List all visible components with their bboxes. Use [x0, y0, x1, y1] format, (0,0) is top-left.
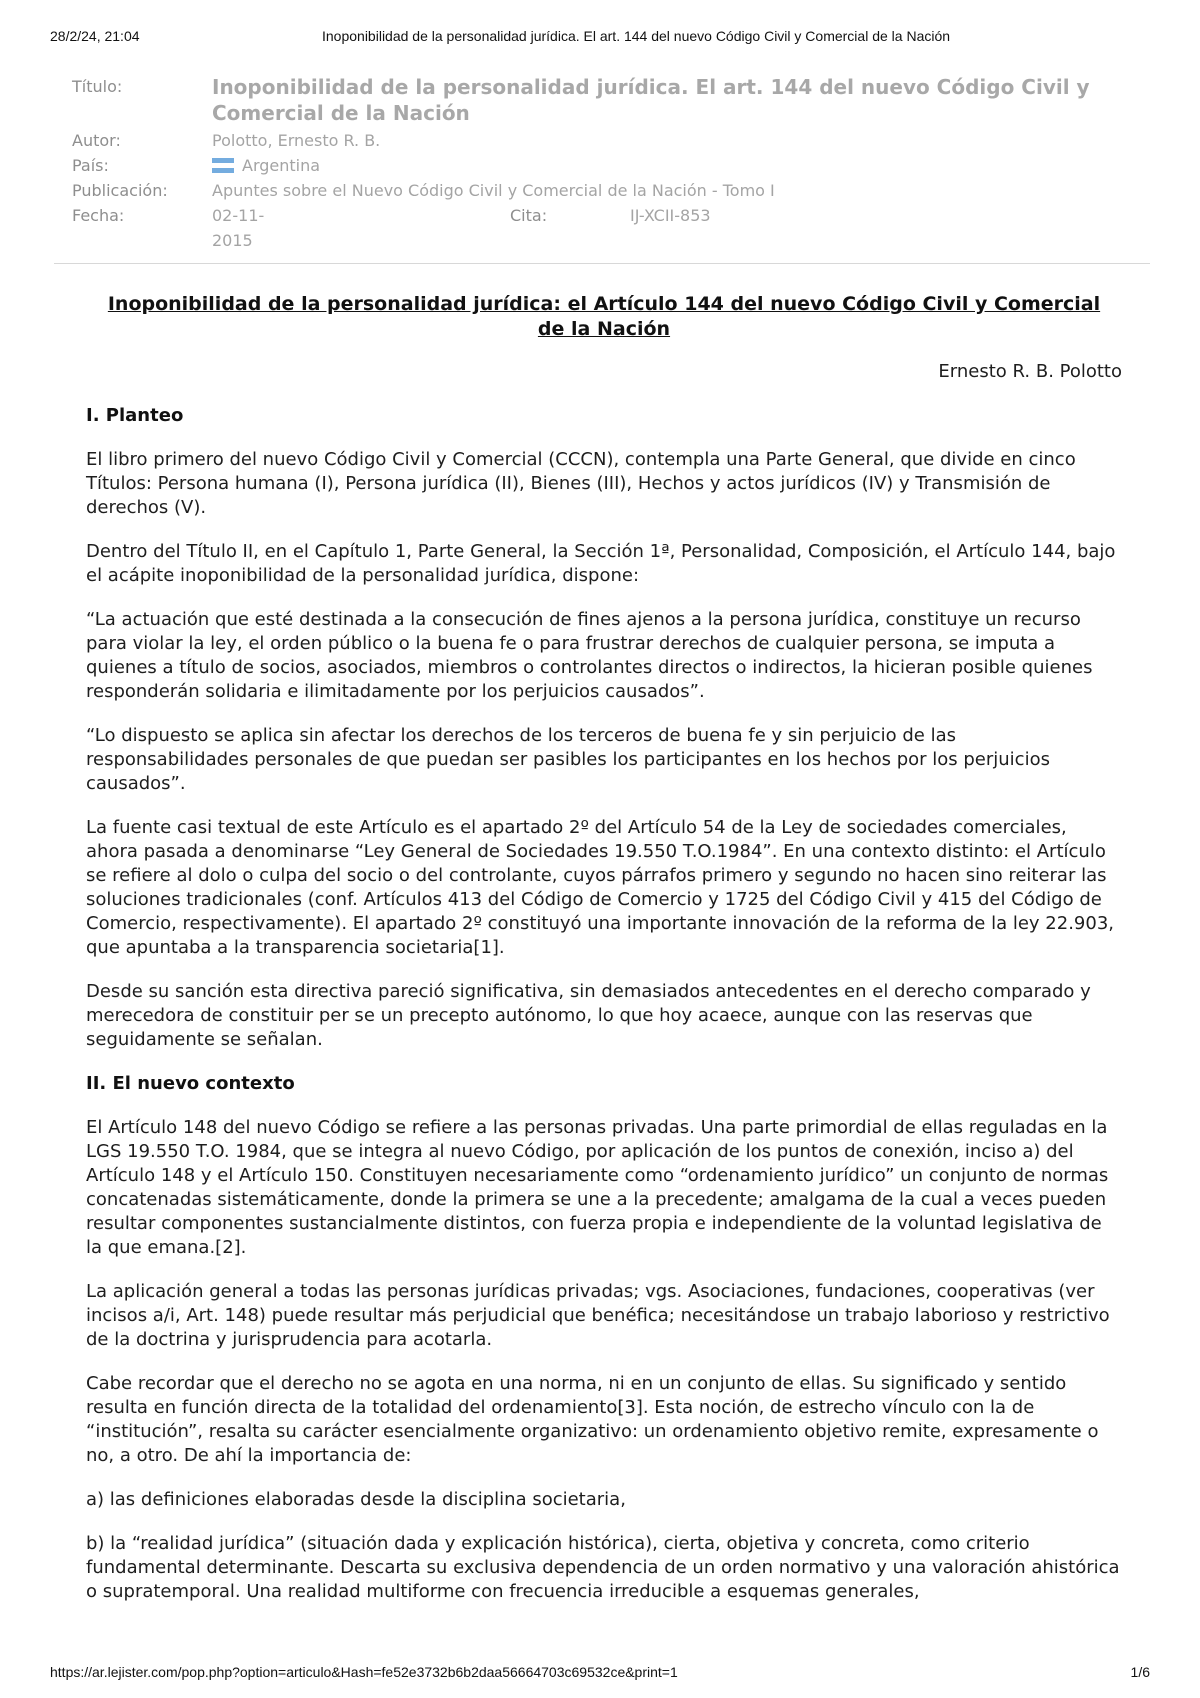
- meta-value-fecha: 02-11-2015: [212, 206, 265, 250]
- paragraph: Desde su sanción esta directiva pareció significativa, sin demasiados antecedentes en el derecho comparado y merecedora de constituir per se un precepto autónomo, lo que hoy acaece, aunque con las reservas que seguidamente se señalan.: [86, 981, 1091, 1050]
- meta-label-titulo: Título:: [72, 77, 123, 96]
- meta-value-cita: IJ-XCII-853: [630, 206, 711, 225]
- list-paragraph: a) las definiciones elaboradas desde la disciplina societaria,: [86, 1489, 626, 1510]
- meta-value-autor[interactable]: Polotto, Ernesto R. B.: [212, 131, 381, 150]
- print-page-title: Inoponibilidad de la personalidad jurídica. El art. 144 del nuevo Código Civil y Comercial de la Nación: [322, 28, 951, 44]
- meta-value-pais: Argentina: [242, 156, 321, 175]
- meta-value-titulo: Inoponibilidad de la personalidad jurídica. El art. 144 del nuevo Código Civil y Comercial de la Nación: [212, 75, 1090, 125]
- meta-label-publicacion: Publicación:: [72, 181, 168, 200]
- meta-row-country: [54, 153, 1150, 178]
- paragraph: Cabe recordar que el derecho no se agota en una norma, ni en un conjunto de ellas. Su significado y sentido resulta en función directa de la totalidad del ordenamiento[3]. Esta noción, de estrecho vínculo con la de “institución”, resalta su carácter esencialmente organizativo: un ordenamiento objetivo remite, expresamente o no, a otro. De ahí la importancia de:: [86, 1373, 1099, 1466]
- section-heading-nuevo-contexto: II. El nuevo contexto: [86, 1073, 295, 1094]
- list-paragraph: b) la “realidad jurídica” (situación dada y explicación histórica), cierta, objetiva y concreta, como criterio fundamental determinante. Descarta su exclusiva dependencia de un orden normativo y una valoración ahistórica o supratemporal. Una realidad multiforme con frecuencia irreducible a esquemas generales,: [86, 1533, 1120, 1602]
- meta-row-date: [54, 203, 1150, 253]
- meta-value-publicacion[interactable]: Apuntes sobre el Nuevo Código Civil y Comercial de la Nación - Tomo I: [212, 181, 775, 200]
- document-title: Inoponibilidad de la personalidad jurídica: el Artículo 144 del nuevo Código Civil y Comercial de la Nación: [107, 293, 1101, 340]
- meta-value-pais-wrap: [212, 153, 320, 178]
- section-heading-planteo: I. Planteo: [86, 405, 184, 426]
- argentina-flag-icon: [212, 158, 234, 173]
- article-body: [86, 292, 1122, 1624]
- meta-label-pais: País:: [72, 156, 109, 175]
- paragraph: Dentro del Título II, en el Capítulo 1, Parte General, la Sección 1ª, Personalidad, Composición, el Artículo 144, bajo el acápite inoponibilidad de la personalidad jurídica, dispone:: [86, 541, 1116, 586]
- meta-row-author: [54, 128, 1150, 153]
- page-number: 1/6: [1130, 1664, 1150, 1680]
- document-author: Ernesto R. B. Polotto: [938, 361, 1122, 382]
- meta-label-cita: Cita:: [510, 206, 548, 225]
- quote-paragraph: “La actuación que esté destinada a la consecución de fines ajenos a la persona jurídica, constituye un recurso para violar la ley, el orden público o la buena fe o para frustrar derechos de cualquier persona, se imputa a quienes a título de socios, asociados, miembros o controlantes directos o indirectos, la hicieran posible quienes responderán solidaria e ilimitadamente por los perjuicios causados”.: [86, 609, 1093, 702]
- meta-label-autor: Autor:: [72, 131, 121, 150]
- paragraph: El libro primero del nuevo Código Civil y Comercial (CCCN), contempla una Parte General, que divide en cinco Títulos: Persona humana (I), Persona jurídica (II), Bienes (III), Hechos y actos jurídicos (IV) y Transmisión de derechos (V).: [86, 449, 1076, 518]
- print-datetime: 28/2/24, 21:04: [50, 28, 140, 44]
- meta-row-publication: [54, 178, 1150, 203]
- paragraph: La aplicación general a todas las personas jurídicas privadas; vgs. Asociaciones, fundaciones, cooperativas (ver incisos a/i, Art. 148) puede resultar más perjudicial que benéfica; necesitándose un trabajo laborioso y restrictivo de la doctrina y jurisprudencia para acotarla.: [86, 1281, 1110, 1350]
- quote-paragraph: “Lo dispuesto se aplica sin afectar los derechos de los terceros de buena fe y sin perjuicio de las responsabilidades personales de que puedan ser pasibles los participantes en los hechos por los perjuicios causados”.: [86, 725, 1050, 794]
- meta-label-fecha: Fecha:: [72, 206, 125, 225]
- print-url: https://ar.lejister.com/pop.php?option=articulo&Hash=fe52e3732b6b2daa56664703c69532ce&print=1: [50, 1664, 678, 1680]
- paragraph: El Artículo 148 del nuevo Código se refiere a las personas privadas. Una parte primordial de ellas reguladas en la LGS 19.550 T.O. 1984, que se integra al nuevo Código, por aplicación de los puntos de conexión, inciso a) del Artículo 148 y el Artículo 150. Constituyen necesariamente como “ordenamiento jurídico” un conjunto de normas concatenadas sistemáticamente, donde la primera se une a la precedente; amalgama de la cual a veces pueden resultar componentes sustancialmente distintos, con fuerza propia e independiente de la voluntad legislativa de la que emana.[2].: [86, 1117, 1109, 1258]
- article-metadata: [54, 74, 1150, 264]
- paragraph: La fuente casi textual de este Artículo es el apartado 2º del Artículo 54 de la Ley de sociedades comerciales, ahora pasada a denominarse “Ley General de Sociedades 19.550 T.O.1984”. En una contexto distinto: el Artículo se refiere al dolo o culpa del socio o del controlante, cuyos párrafos primero y segundo no hacen sino reiterar las soluciones tradicionales (conf. Artículos 413 del Código de Comercio y 1725 del Código Civil y 415 del Código de Comercio, respectivamente). El apartado 2º constituyó una importante innovación de la reforma de la ley 22.903, que apuntaba a la transparencia societaria[1].: [86, 817, 1114, 958]
- meta-row-title: [54, 74, 1150, 126]
